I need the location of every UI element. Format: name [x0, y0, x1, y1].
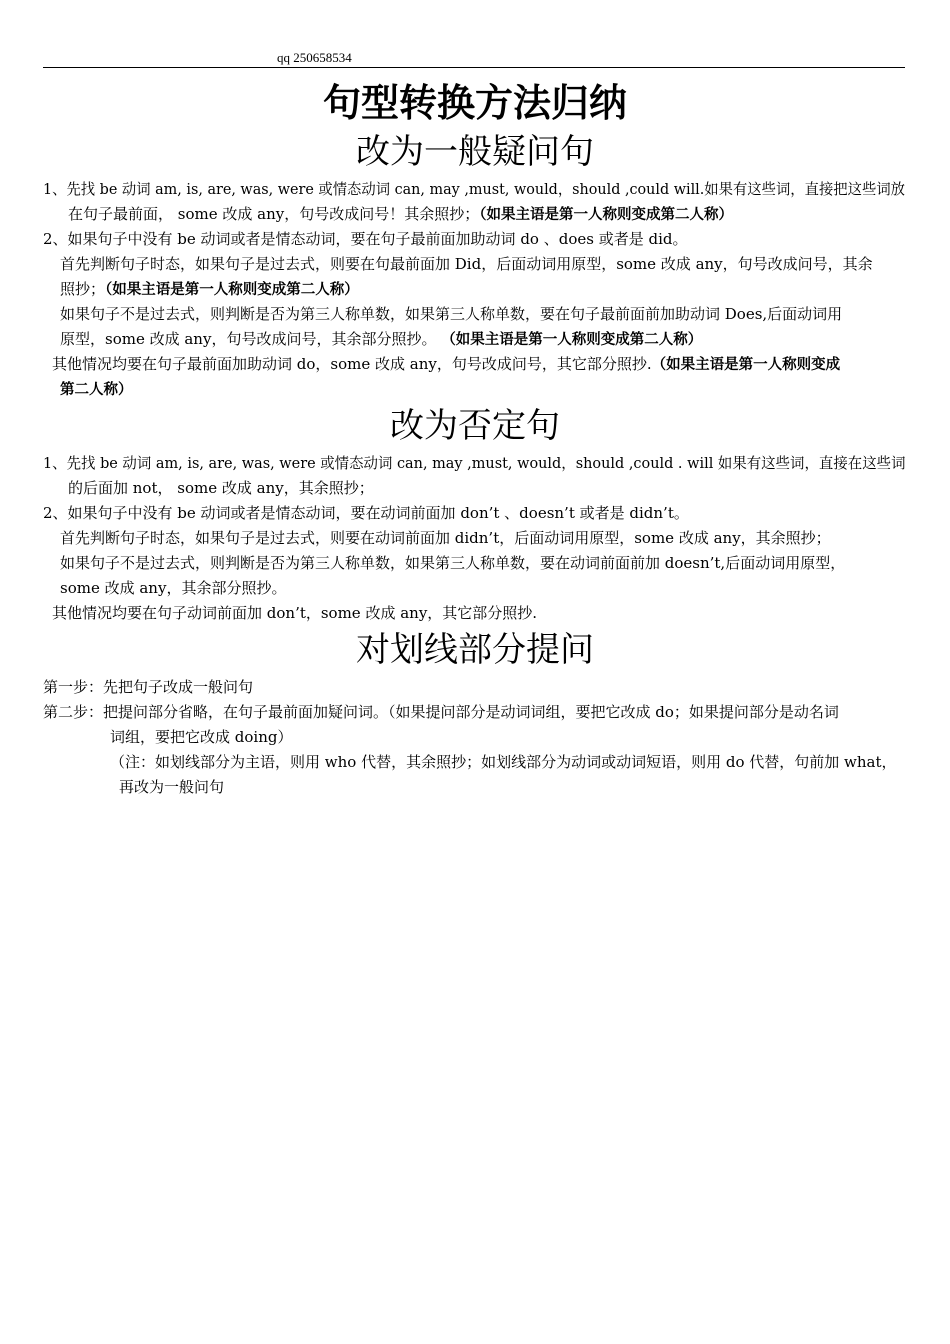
paragraph-line: 第一步：先把句子改成一般问句	[43, 678, 254, 696]
paragraph-line: 其他情况均要在句子动词前面加 don’t，some 改成 any，其它部分照抄.	[52, 604, 538, 622]
text-span: 其他情况均要在句子最前面加助动词 do，some 改成 any，句号改成问号，其它部分照抄.	[52, 355, 652, 373]
paragraph-line: 1、先找 be 动词 am, is, are, was, were 或情态动词 can, may ,must, would，should ,could . will 如果有这些词，直接在这些词	[43, 454, 906, 472]
paragraph-line: 1、先找 be 动词 am, is, are, was, were 或情态动词 can, may ,must, would，should ,could will.如果有这些词，直接把这些词放	[43, 180, 905, 198]
header-contact: qq 250658534	[277, 50, 352, 65]
paragraph-line	[52, 352, 840, 378]
paragraph-line	[60, 377, 133, 403]
bold-note: （如果主语是第一人称则变成第二人称）	[105, 282, 359, 298]
paragraph-line	[60, 277, 359, 303]
paragraph-line: 首先判断句子时态，如果句子是过去式，则要在动词前面加 didn’t，后面动词用原型，some 改成 any，其余照抄；	[60, 529, 831, 547]
paragraph-line: 如果句子不是过去式，则判断是否为第三人称单数，如果第三人称单数，要在动词前面前加 doesn’t,后面动词用原型，	[60, 554, 846, 572]
header-rule	[43, 67, 905, 68]
paragraph-line: 的后面加 not， some 改成 any，其余照抄；	[68, 479, 374, 497]
bold-note: 第二人称）	[60, 382, 133, 398]
paragraph-line: 第二步：把提问部分省略，在句子最前面加疑问词。（如果提问部分是动词词组，要把它改成 do；如果提问部分是动名词	[43, 703, 839, 721]
paragraph-line: （注：如划线部分为主语，则用 who 代替，其余照抄；如划线部分为动词或动词短语，则用 do 代替，句前加 what，	[110, 753, 897, 771]
bold-note: （如果主语是第一人称则变成第二人称）	[441, 332, 703, 348]
page-title: 句型转换方法归纳	[322, 81, 627, 125]
paragraph-line: 再改为一般问句	[119, 778, 225, 796]
section-heading-negative: 改为否定句	[390, 406, 560, 446]
paragraph-line: 如果句子不是过去式，则判断是否为第三人称单数，如果第三人称单数，要在句子最前面前加助动词 Does,后面动词用	[60, 305, 843, 323]
paragraph-line: some 改成 any，其余部分照抄。	[60, 579, 287, 597]
text-span: 照抄；	[60, 280, 106, 298]
bold-note: （如果主语是第一人称则变成第二人称）	[479, 207, 733, 223]
paragraph-line: 2、如果句子中没有 be 动词或者是情态动词，要在句子最前面加助动词 do 、does 或者是 did。	[43, 230, 688, 248]
paragraph-line	[68, 202, 733, 228]
text-span: 在句子最前面， some 改成 any，句号改成问号！其余照抄；	[68, 205, 480, 223]
section-heading-underline-question: 对划线部分提问	[356, 630, 594, 670]
section-heading-general-question: 改为一般疑问句	[356, 132, 594, 172]
paragraph-line: 2、如果句子中没有 be 动词或者是情态动词，要在动词前面加 don’t 、doesn’t 或者是 didn’t。	[43, 504, 689, 522]
paragraph-line	[60, 327, 702, 353]
paragraph-line: 词组，要把它改成 doing）	[110, 728, 293, 746]
text-span: 原型，some 改成 any，句号改成问号，其余部分照抄。	[60, 330, 442, 348]
paragraph-line: 首先判断句子时态，如果句子是过去式，则要在句最前面加 Did，后面动词用原型，some 改成 any，句号改成问号，其余	[60, 255, 873, 273]
bold-note: （如果主语是第一人称则变成	[651, 357, 841, 373]
